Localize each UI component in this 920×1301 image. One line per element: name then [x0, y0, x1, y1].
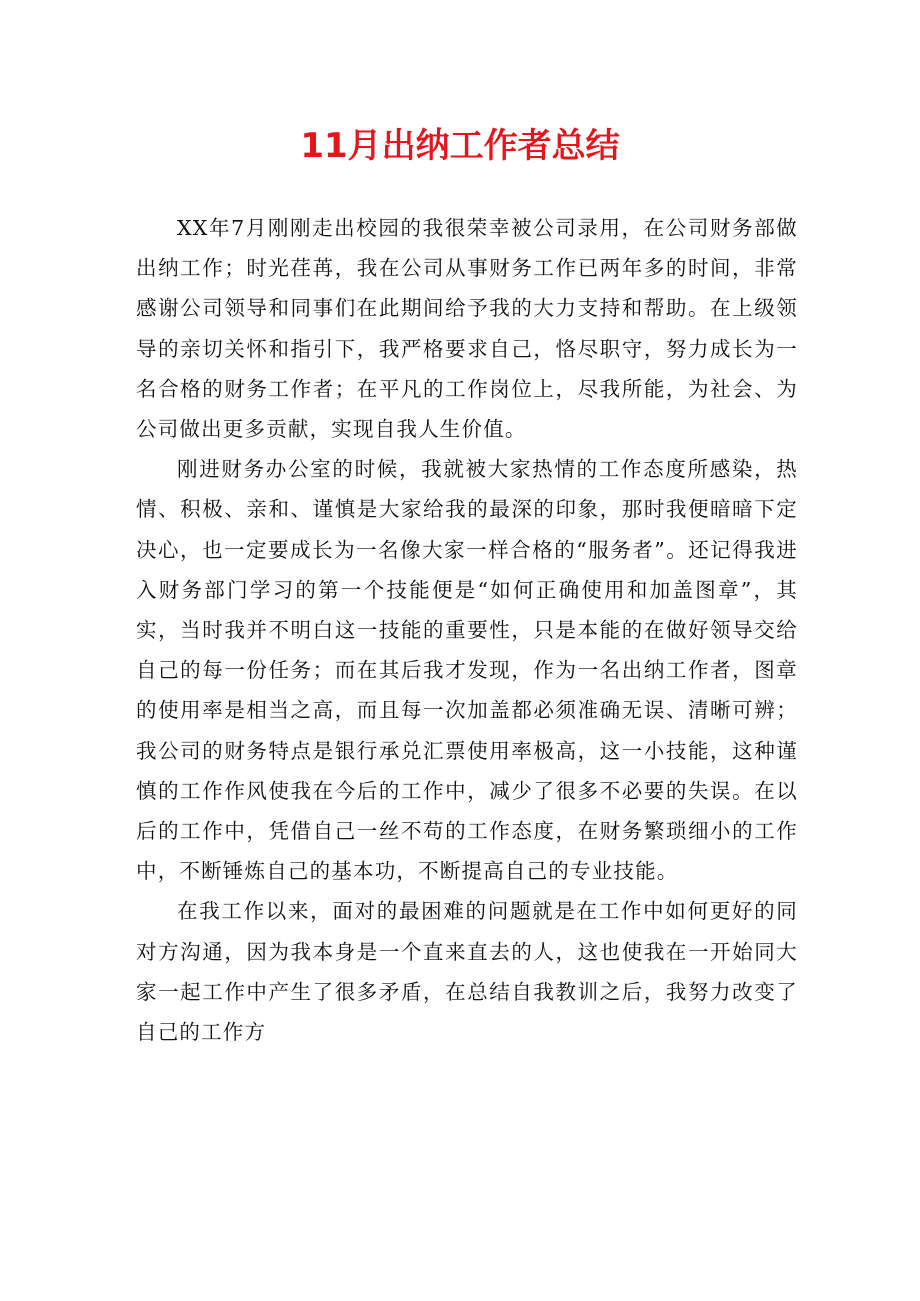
page-title: 11月出纳工作者总结 [300, 126, 620, 166]
document-body [136, 208, 798, 1052]
paragraph-2: 刚进财务办公室的时候，我就被大家热情的工作态度所感染，热情、积极、亲和、谨慎是大家给我的最深的印象，那时我便暗暗下定决心，也一定要成长为一名像大家一样合格的“服务者”。还记得我进入财务部门学习的第一个技能便是“如何正确使用和加盖图章”，其实，当时我并不明白这一技能的重要性，只是本能的在做好领导交给自己的每一份任务；而在其后我才发现，作为一名出纳工作者，图章的使用率是相当之高，而且每一次加盖都必须准确无误、清晰可辨；我公司的财务特点是银行承兑汇票使用率极高，这一小技能，这种谨慎的工作作风使我在今后的工作中，减少了很多不必要的失误。在以后的工作中，凭借自己一丝不苟的工作态度，在财务繁琐细小的工作中，不断锤炼自己的基本功，不断提高自己的专业技能。 [136, 457, 798, 884]
paragraph-1: XX年7月刚刚走出校园的我很荣幸被公司录用，在公司财务部做出纳工作；时光荏苒，我在公司从事财务工作已两年多的时间，非常感谢公司领导和同事们在此期间给予我的大力支持和帮助。在上级领导的亲切关怀和指引下，我严格要求自己，恪尽职守，努力成长为一名合格的财务工作者；在平凡的工作岗位上，尽我所能，为社会、为公司做出更多贡献，实现自我人生价值。 [136, 216, 798, 442]
paragraph-3: 在我工作以来，面对的最困难的问题就是在工作中如何更好的同对方沟通，因为我本身是一个直来直去的人，这也使我在一开始同大家一起工作中产生了很多矛盾，在总结自我教训之后，我努力改变了自己的工作方 [136, 899, 798, 1045]
